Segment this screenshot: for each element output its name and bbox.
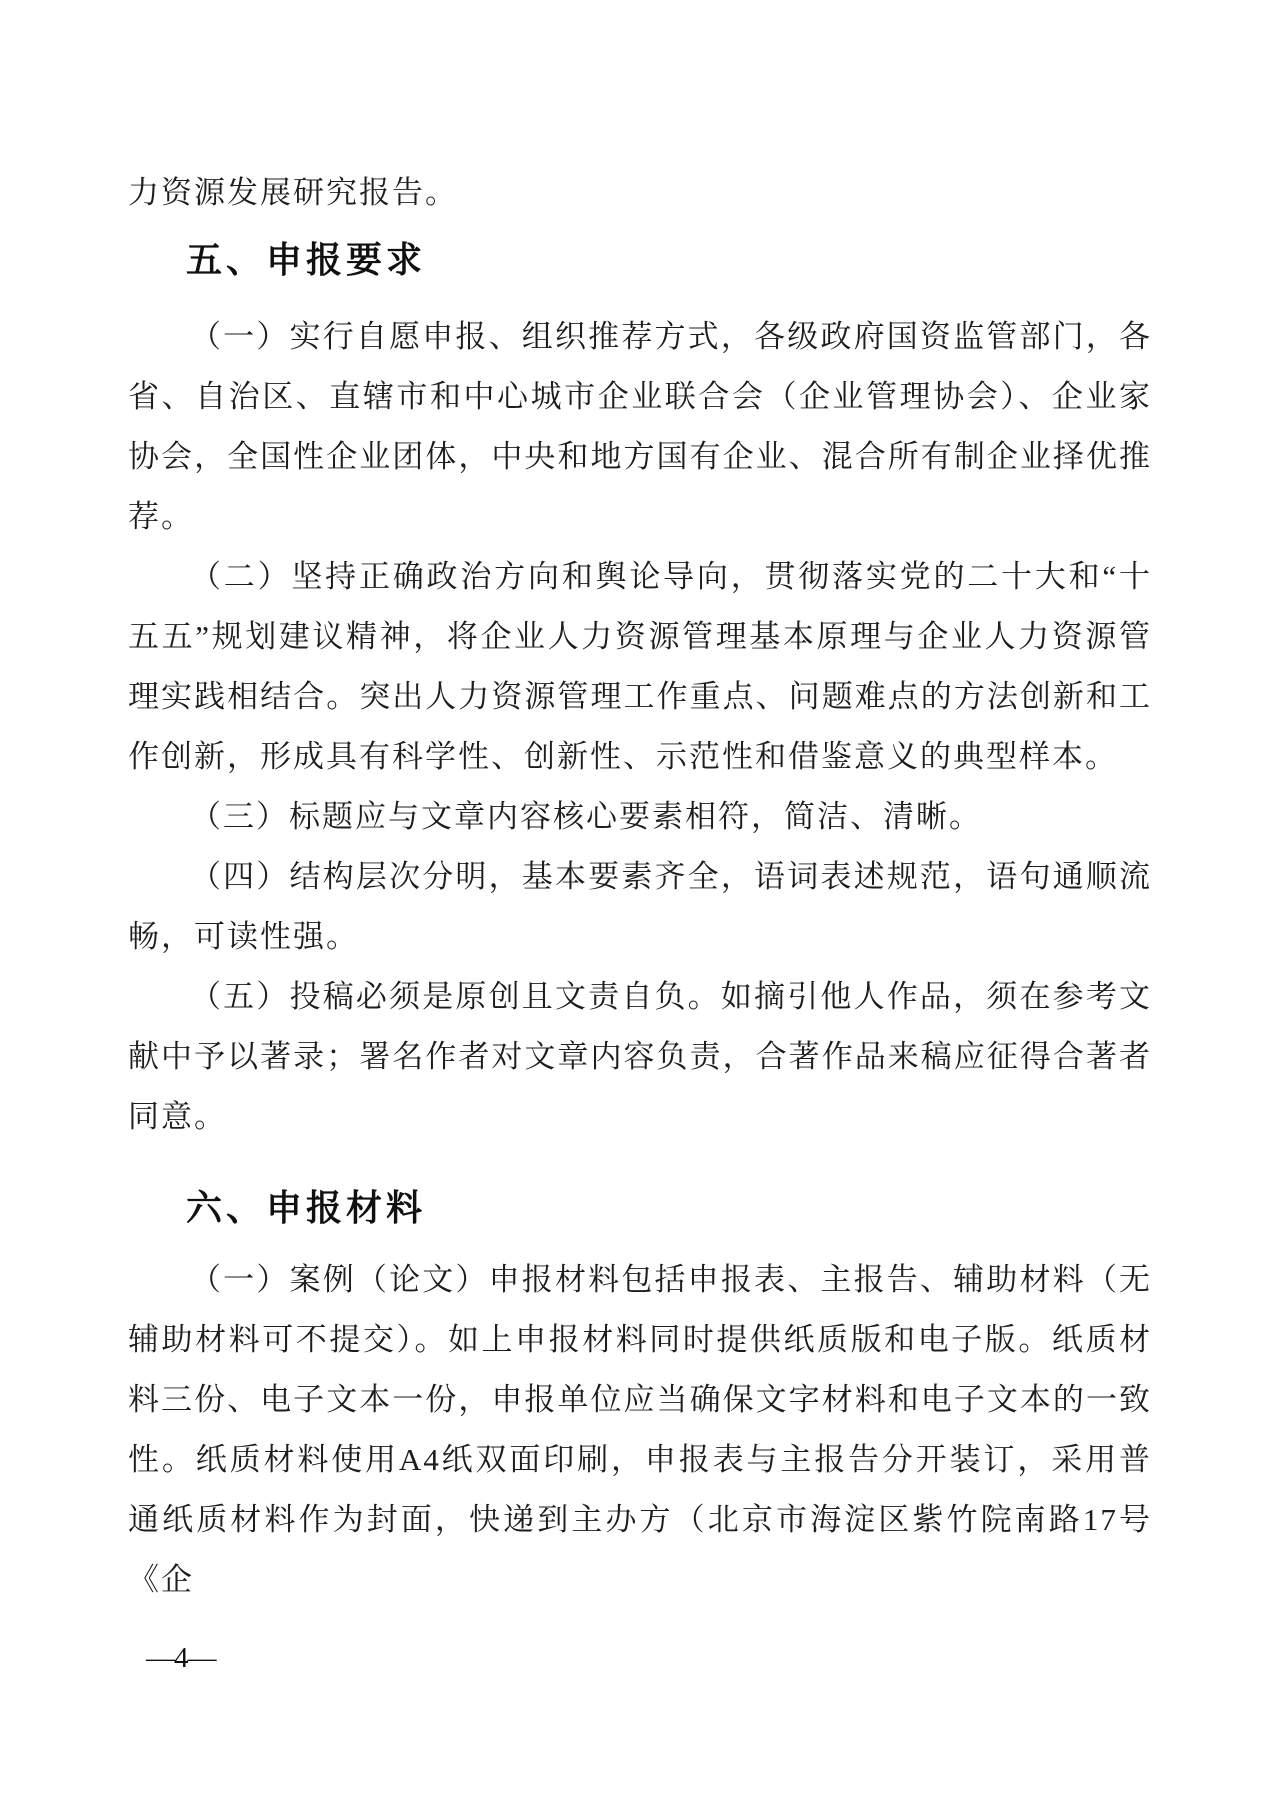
section-heading-5: 五、申报要求	[186, 239, 427, 280]
section5-paragraph-4: （四）结构层次分明，基本要素齐全，语词表述规范，语句通顺流畅，可读性强。	[128, 859, 1152, 954]
page-number: —4—	[146, 1642, 216, 1674]
section6-paragraph-1: （一）案例（论文）申报材料包括申报表、主报告、辅助材料（无辅助材料可不提交）。如上申报材料同时提供纸质版和电子版。纸质材料三份、电子文本一份，申报单位应当确保文字材料和电子文本的一致性。纸质材料使用A4纸双面印刷，申报表与主报告分开装订，采用普通纸质材料作为封面，快递到主办方（北京市海淀区紫竹院南路17号《企	[128, 1262, 1152, 1597]
section5-paragraph-5: （五）投稿必须是原创且文责自负。如摘引他人作品，须在参考文献中予以著录；署名作者对文章内容负责，合著作品来稿应征得合著者同意。	[128, 979, 1152, 1134]
section5-paragraph-1: （一）实行自愿申报、组织推荐方式，各级政府国资监管部门，各省、自治区、直辖市和中心城市企业联合会（企业管理协会）、企业家协会，全国性企业团体，中央和地方国有企业、混合所有制企业择优推荐。	[128, 319, 1152, 534]
continuation-paragraph: 力资源发展研究报告。	[128, 175, 458, 210]
section5-paragraph-2: （二）坚持正确政治方向和舆论导向，贯彻落实党的二十大和“十五五”规划建议精神，将企业人力资源管理基本原理与企业人力资源管理实践相结合。突出人力资源管理工作重点、问题难点的方法创新和工作创新，形成具有科学性、创新性、示范性和借鉴意义的典型样本。	[128, 559, 1152, 774]
section-heading-6: 六、申报材料	[186, 1187, 427, 1228]
section5-paragraph-3: （三）标题应与文章内容核心要素相符，简洁、清晰。	[190, 799, 982, 834]
